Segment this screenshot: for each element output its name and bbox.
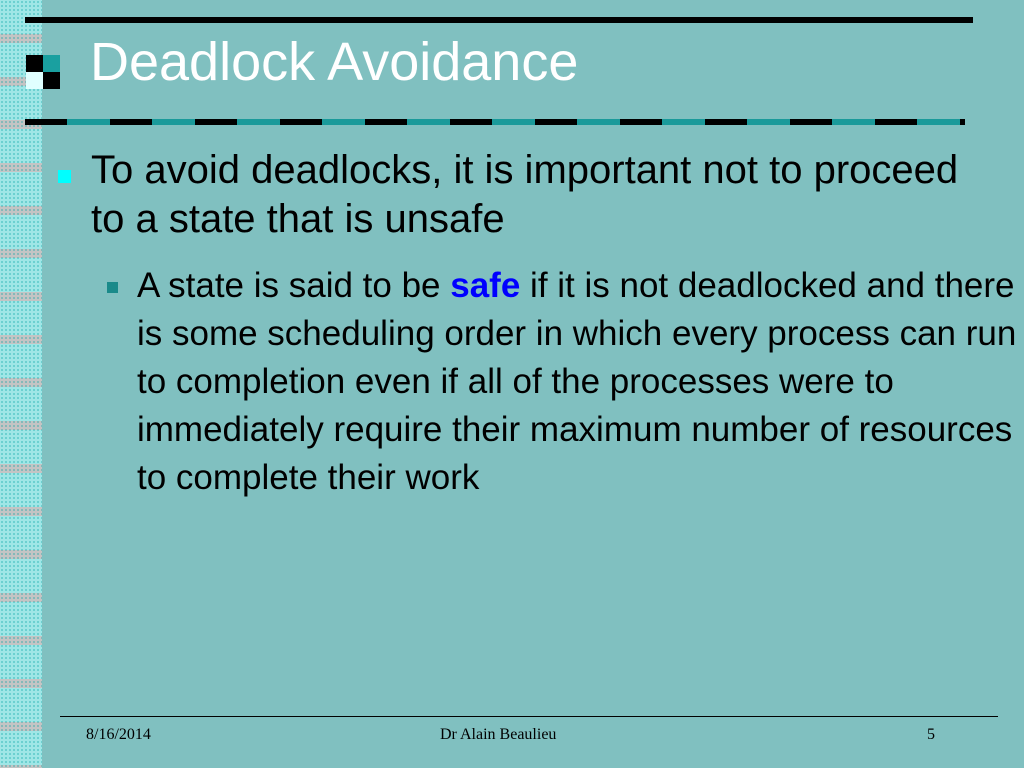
title-underline [25,119,965,125]
safe-emphasis: safe [450,266,521,305]
page-number: 5 [927,726,935,743]
slide-title: Deadlock Avoidance [90,32,579,92]
left-stripe-pattern [0,0,42,768]
bullet-text-level-1: To avoid deadlocks, it is important not to proceed to a state that is unsafe [91,148,959,241]
checkered-square-icon [26,55,60,89]
square-bullet-icon [107,282,118,293]
footer-rule [60,716,998,717]
bullet-text-after: if it is not deadlocked and there is some scheduling order in which every process can run to completion even if all of the processes were to immediately require their maximum number of resources to complete their work [137,266,1017,497]
top-rule [25,17,973,23]
footer-date: 8/16/2014 [86,726,151,743]
footer-author: Dr Alain Beaulieu [440,726,557,743]
bullet-text-level-2 [137,262,1017,502]
bullet-text-before: A state is said to be [137,266,451,305]
square-bullet-icon [58,170,71,183]
